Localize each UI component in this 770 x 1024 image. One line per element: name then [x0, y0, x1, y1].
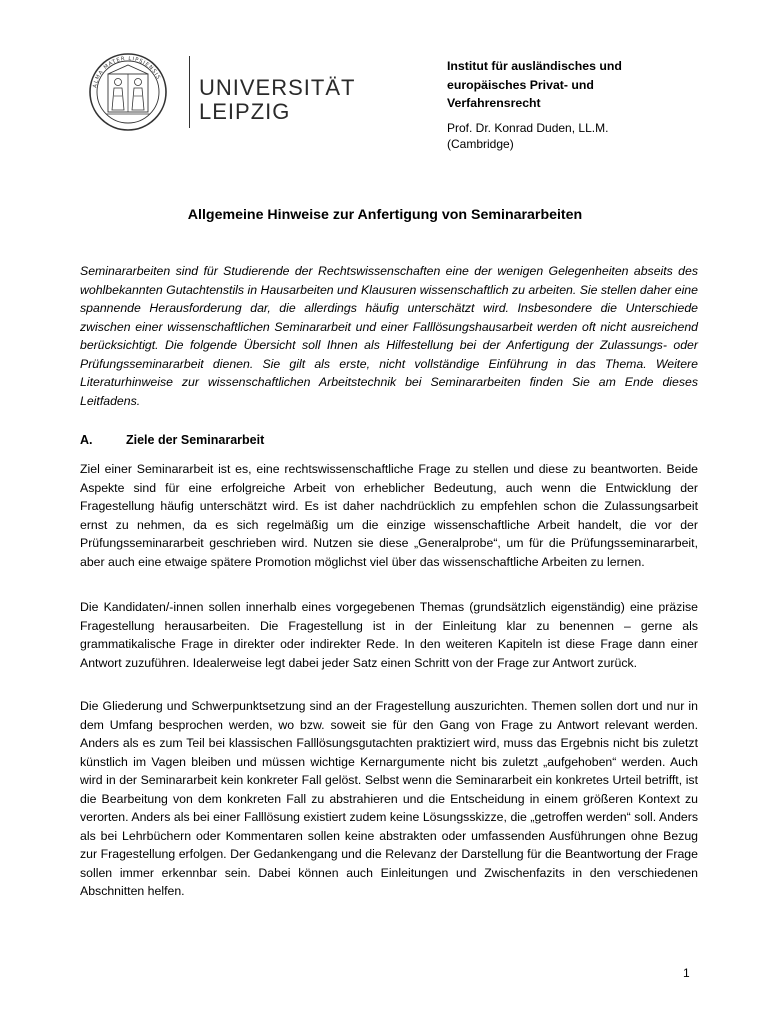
section-heading: [80, 433, 698, 447]
document-title: Allgemeine Hinweise zur Anfertigung von Seminararbeiten: [187, 207, 583, 223]
body-paragraph: Die Gliederung und Schwerpunktsetzung sind an der Fragestellung auszurichten. Themen sollen dort und nur in dem Umfang besprochen werden, wo bzw. soweit sie für den Gang von Frage zu Antwort relevant werden. Anders als es zum Teil bei klassischen Falllösungsgutachten praktiziert wird, muss das Ergebnis nicht bis zuletzt künstlich im Vagen bleiben und müssen wichtige Kernargumente nicht bis zuletzt „aufgehoben“ werden. Auch wird in der Seminararbeit kein konkreter Fall gelöst. Selbst wenn die Seminararbeit ein konkretes Urteil betrifft, ist die Bearbeitung von dem konkreten Fall zu abstrahieren und die Entscheidung in einem größeren Kontext zu verorten. Anders als bei einer Falllösung existiert zudem keine Lösungsskizze, die „getroffen werden“ soll. Anders als bei Lehrbüchern oder Kommentaren sollen keine abstrakten oder umfassenden Ausführungen ohne Bezug zur Fragestellung erfolgen. Der Gedankengang und die Relevanz der Darstellung für die Beantwortung der Frage sollen immer erkennbar sein. Dabei können auch Einleitungen und Zwischenfazits in den verschiedenen Abschnitten helfen.: [80, 699, 698, 898]
institute-line: europäisches Privat- und: [447, 77, 594, 92]
professor-name: [447, 120, 697, 152]
institute-line: Verfahrensrecht: [447, 96, 541, 110]
logo-divider: [189, 56, 190, 128]
body-paragraph: Die Kandidaten/-innen sollen innerhalb eines vorgegebenen Themas (grundsätzlich eigenständig) eine präzise Fragestellung herausarbeiten. Die Fragestellung ist in der Einleitung klar zu benennen – gerne als grammatikalische Frage in direkter oder indirekter Rede. In den weiteren Kapiteln ist diese Frage dann einer Antwort zuzuführen. Idealerweise legt dabei jeder Satz einen Schritt von der Frage zur Antwort zurück.: [80, 600, 698, 670]
page-number: 1: [683, 966, 690, 980]
university-name-line1: UNIVERSITÄT: [199, 75, 356, 100]
university-name: [199, 76, 355, 124]
university-logo: [78, 52, 378, 132]
section-number: A.: [80, 433, 93, 447]
university-seal-icon: [78, 52, 178, 132]
intro-paragraph: Seminararbeiten sind für Studierende der Rechtswissenschaften eine der wenigen Gelegenheiten abseits des wohlbekannten Gutachtenstils in Hausarbeiten und Klausuren wissenschaftlich zu arbeiten. Sie stellen daher eine spannende Herausforderung dar, die allerdings häufig unterschätzt wird. Insbesondere die Unterschiede zwischen einer wissenschaftlichen Seminararbeit und einer Falllösungshausarbeit werden oft nicht ausreichend berücksichtigt. Die folgende Übersicht soll Ihnen als Hilfestellung bei der Anfertigung der Zulassungs- oder Prüfungsseminararbeit dienen. Sie gilt als erste, nicht vollständige Einführung in das Thema. Weitere Literaturhinweise zur wissenschaftlichen Arbeitstechnik bei Seminararbeiten finden Sie am Ende dieses Leitfadens.: [80, 264, 698, 408]
university-name-line2: LEIPZIG: [199, 99, 291, 124]
body-paragraph: Ziel einer Seminararbeit ist es, eine rechtswissenschaftliche Frage zu stellen und diese zu beantworten. Beide Aspekte sind für eine erfolgreiche Arbeit von erheblicher Bedeutung, auch wenn die Entwicklung der Fragestellung häufig unterschätzt wird. Es ist daher nachdrücklich zu empfehlen schon die Zulassungsarbeit ernst zu nehmen, da es sich regelmäßig um die einzige wissenschaftliche Arbeit handelt, die vor der Prüfungsseminararbeit geschrieben wird. Nutzen sie diese „Generalprobe“, um für die Prüfungsseminararbeit, aber auch eine etwaige spätere Promotion möglichst viel über das wissenschaftliche Arbeiten zu lernen.: [80, 462, 698, 569]
institute-name: [447, 57, 697, 113]
section-title: Ziele der Seminararbeit: [126, 433, 265, 447]
professor-line: Prof. Dr. Konrad Duden, LL.M.: [447, 121, 609, 135]
institute-line: Institut für ausländisches und: [447, 59, 622, 73]
professor-line: (Cambridge): [447, 137, 514, 151]
seal-inscription: ALMA MATER LIPSIENSIS: [92, 55, 162, 89]
